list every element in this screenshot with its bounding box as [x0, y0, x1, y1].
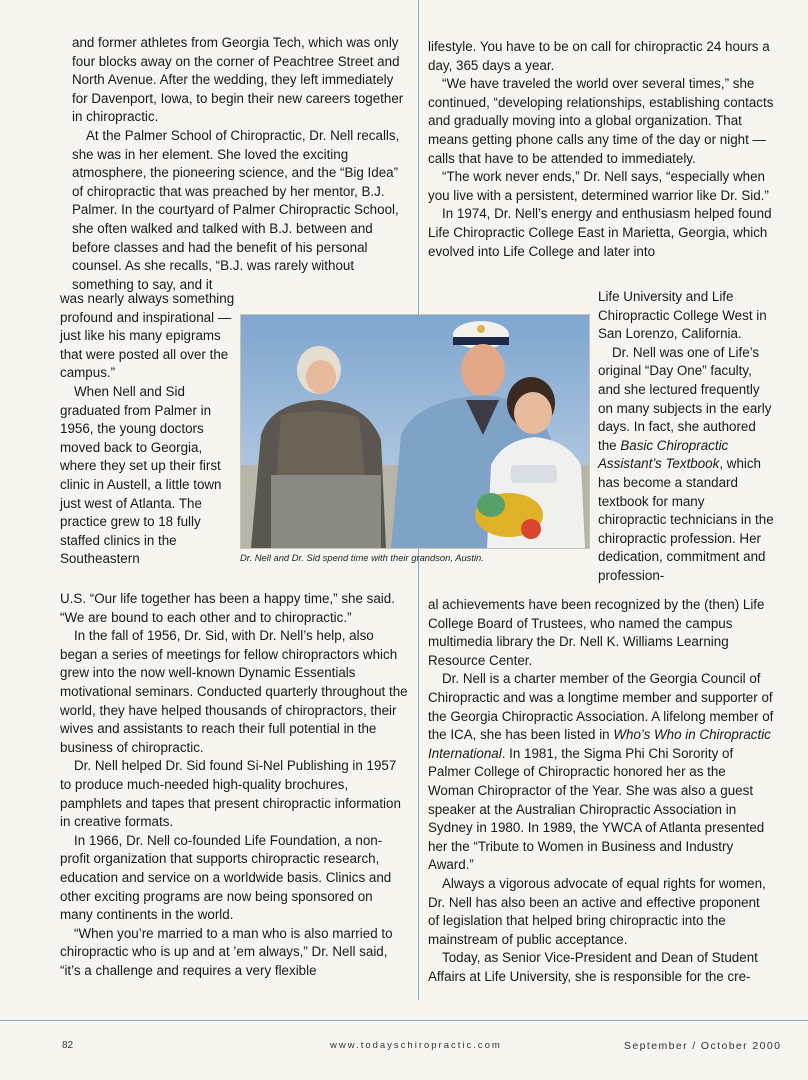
left-column-wrap: [60, 290, 236, 569]
website-url: www.todayschiropractic.com: [330, 1040, 502, 1051]
text-run: Dr. Nell was one of Life’s original “Day One” faculty, and she lectured frequently on many subjects in the early days. In fact, she authored the: [598, 344, 772, 453]
paragraph: was nearly always something profound and inspirational — just like his many epigrams that were posted all over the campus.”: [60, 291, 235, 381]
paragraph: In 1966, Dr. Nell co-founded Life Foundation, a non-profit organization that supports chiropractic research, education and service on a worldwide basis. Clinics and other exciting programs are now being sponsored on many continents in the world.: [60, 832, 392, 923]
page-number: 82: [62, 1040, 74, 1051]
book-title: Basic Chiropractic Assistant’s Textbook: [598, 437, 729, 472]
paragraph: U.S. “Our life together has been a happy time,” she said. “We are bound to each other and to chiropractic.”: [60, 591, 395, 625]
footer-rule: [0, 1020, 808, 1021]
family-photo-illustration: [241, 315, 589, 548]
paragraph: Always a vigorous advocate of equal rights for women, Dr. Nell has also been an active and effective proponent of legislation that helped bring chiropractic into the mainstream of public acceptance.: [428, 875, 766, 947]
photo-caption: Dr. Nell and Dr. Sid spend time with their grandson, Austin.: [240, 552, 484, 563]
paragraph: and former athletes from Georgia Tech, which was only four blocks away on the corner of Peachtree Street and North Avenue. After the wedding, they left immediately for Davenport, Iowa, to begin their new careers together in chiropractic.: [72, 35, 404, 125]
family-photo: [240, 314, 590, 549]
publication-title: Who’s Who in Chiropractic International: [428, 727, 771, 761]
text-run: . In 1981, the Sigma Phi Chi Sorority of Palmer College of Chiropractic honored her as the Woman Chiropractor of the Year. She was also a guest speaker at the Australian Chiropractic Association in Sydney in 1980. In 1989, the YWCA of Atlanta presented her the “Tribute to Women in Business and Industry Award.”: [428, 745, 765, 873]
paragraph: Today, as Senior Vice-President and Dean of Student Affairs at Life University, she is responsible for the cre-: [428, 950, 758, 984]
paragraph: Dr. Nell helped Dr. Sid found Si-Nel Publishing in 1957 to produce much-needed high-quality brochures, pamphlets and tapes that present chiropractic information in creative formats.: [60, 758, 401, 830]
paragraph: [428, 670, 774, 875]
paragraph: When Nell and Sid graduated from Palmer in 1956, the young doctors moved back to Georgia, where they set up their first clinic in Austell, a little town just west of Atlanta. The practice grew to 18 fully staffed clinics in the Southeastern: [60, 383, 222, 567]
text-run: , which has become a standard textbook for many chiropractic technicians in the chiropractic profession. Her dedication, commitment and profession-: [598, 456, 774, 583]
paragraph: “When you’re married to a man who is also married to chiropractic who is up and at ’em always,” Dr. Nell said, “it’s a challenge and requires a very flexible: [60, 925, 393, 978]
paragraph: At the Palmer School of Chiropractic, Dr. Nell recalls, she was in her element. She loved the exciting atmosphere, the pioneering science, and the “Big Idea” of chiropractic that was preached by her mentor, B.J. Palmer. In the courtyard of Palmer Chiropractic School, she often walked and talked with B.J. between and before classes and had the benefit of his personal counsel. As she recalls, “B.J. was rarely without something to say, and it: [72, 127, 400, 292]
left-column-top: [72, 34, 408, 294]
paragraph: In the fall of 1956, Dr. Sid, with Dr. Nell’s help, also began a series of meetings for fellow chiropractors which grew into the now well-known Dynamic Essentials motivational seminars. Conducted quarterly throughout the world, they have helped thousands of chiropractors, their wives and assistants to reach their full potential in the business of chiropractic.: [60, 628, 408, 755]
issue-date: September / October 2000: [624, 1040, 782, 1052]
text-run: Dr. Nell is a charter member of the Georgia Council of Chiropractic and was a longtime member and supporter of the Georgia Chiropractic Association. A lifelong member of the ICA, she has been listed in: [428, 671, 774, 743]
right-column-top: [428, 38, 774, 261]
paragraph: “The work never ends,” Dr. Nell says, “especially when you live with a persistent, determined warrior like Dr. Sid.”: [428, 169, 769, 203]
paragraph: [598, 344, 776, 586]
paragraph: al achievements have been recognized by the (then) Life College Board of Trustees, who named the campus multimedia library the Dr. Nell K. Williams Learning Resource Center.: [428, 597, 765, 668]
paragraph: lifestyle. You have to be on call for chiropractic 24 hours a day, 365 days a year.: [428, 39, 770, 73]
paragraph: Life University and Life Chiropractic College West in San Lorenzo, California.: [598, 289, 767, 342]
paragraph: “We have traveled the world over several times,” she continued, “developing relationships, establishing contacts and gradually moving into a global organization. That means getting phone calls any time of the day or night — calls that have to be attended to immediately.: [428, 76, 774, 166]
paragraph: In 1974, Dr. Nell’s energy and enthusiasm helped found Life Chiropractic College East in Marietta, Georgia, which evolved into Life College and later into: [428, 206, 772, 259]
left-column-bottom: [60, 590, 408, 980]
right-column-wrap: [598, 288, 776, 586]
right-column-bottom: [428, 596, 774, 986]
